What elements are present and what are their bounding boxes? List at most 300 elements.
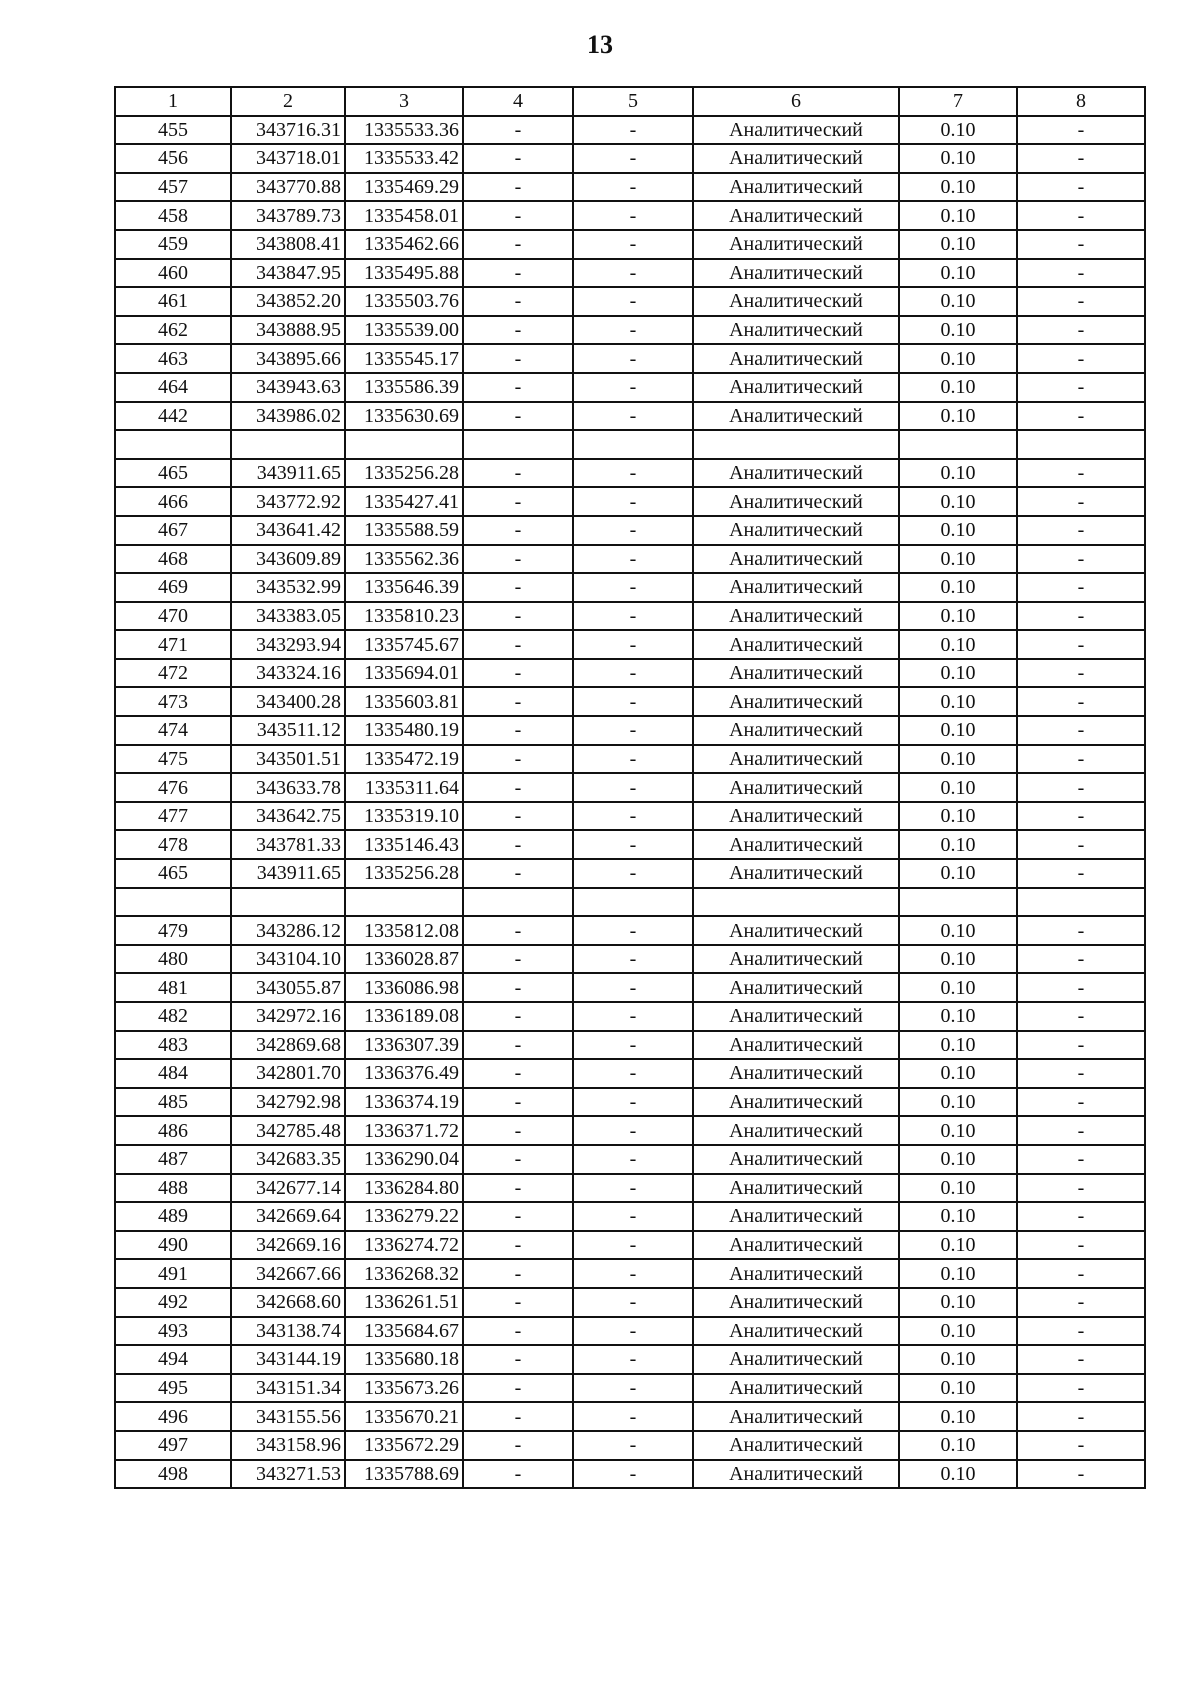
accuracy-cell: 0.10 bbox=[899, 259, 1017, 288]
accuracy-cell: 0.10 bbox=[899, 1031, 1017, 1060]
method-cell: Аналитический bbox=[693, 116, 899, 145]
accuracy-cell: 0.10 bbox=[899, 287, 1017, 316]
y-coordinate-cell: 1335256.28 bbox=[345, 459, 463, 488]
col8-cell: - bbox=[1017, 516, 1145, 545]
col4-cell: - bbox=[463, 1345, 573, 1374]
col4-cell: - bbox=[463, 859, 573, 888]
y-coordinate-cell: 1335480.19 bbox=[345, 716, 463, 745]
y-coordinate-cell: 1336189.08 bbox=[345, 1002, 463, 1031]
col8-cell: - bbox=[1017, 802, 1145, 831]
col4-cell bbox=[463, 430, 573, 459]
y-coordinate-cell: 1336374.19 bbox=[345, 1088, 463, 1117]
col4-cell: - bbox=[463, 630, 573, 659]
accuracy-cell: 0.10 bbox=[899, 373, 1017, 402]
col5-cell: - bbox=[573, 1231, 693, 1260]
method-cell: Аналитический bbox=[693, 1259, 899, 1288]
method-cell: Аналитический bbox=[693, 545, 899, 574]
col4-cell: - bbox=[463, 945, 573, 974]
accuracy-cell: 0.10 bbox=[899, 1259, 1017, 1288]
table-row bbox=[115, 173, 1145, 202]
method-cell: Аналитический bbox=[693, 259, 899, 288]
accuracy-cell: 0.10 bbox=[899, 802, 1017, 831]
col8-cell: - bbox=[1017, 1202, 1145, 1231]
table-row bbox=[115, 859, 1145, 888]
table-row bbox=[115, 659, 1145, 688]
x-coordinate-cell: 342869.68 bbox=[231, 1031, 345, 1060]
y-coordinate-cell bbox=[345, 430, 463, 459]
col8-cell: - bbox=[1017, 830, 1145, 859]
accuracy-cell: 0.10 bbox=[899, 116, 1017, 145]
x-coordinate-cell: 343138.74 bbox=[231, 1317, 345, 1346]
table-row bbox=[115, 1317, 1145, 1346]
table-row bbox=[115, 1116, 1145, 1145]
y-coordinate-cell: 1335458.01 bbox=[345, 201, 463, 230]
col4-cell: - bbox=[463, 173, 573, 202]
table-row bbox=[115, 916, 1145, 945]
col8-cell: - bbox=[1017, 573, 1145, 602]
x-coordinate-cell: 343789.73 bbox=[231, 201, 345, 230]
accuracy-cell: 0.10 bbox=[899, 201, 1017, 230]
point-number-cell: 463 bbox=[115, 344, 231, 373]
method-cell bbox=[693, 430, 899, 459]
col5-cell: - bbox=[573, 1145, 693, 1174]
table-row bbox=[115, 316, 1145, 345]
col8-cell: - bbox=[1017, 916, 1145, 945]
method-cell: Аналитический bbox=[693, 201, 899, 230]
accuracy-cell bbox=[899, 888, 1017, 917]
method-cell: Аналитический bbox=[693, 687, 899, 716]
col5-cell: - bbox=[573, 201, 693, 230]
accuracy-cell: 0.10 bbox=[899, 1088, 1017, 1117]
x-coordinate-cell: 343501.51 bbox=[231, 745, 345, 774]
method-cell: Аналитический bbox=[693, 1174, 899, 1203]
x-coordinate-cell: 342972.16 bbox=[231, 1002, 345, 1031]
accuracy-cell: 0.10 bbox=[899, 602, 1017, 631]
col4-cell: - bbox=[463, 373, 573, 402]
col4-cell: - bbox=[463, 973, 573, 1002]
point-number-cell: 457 bbox=[115, 173, 231, 202]
x-coordinate-cell: 343532.99 bbox=[231, 573, 345, 602]
col4-cell: - bbox=[463, 1402, 573, 1431]
col8-cell: - bbox=[1017, 259, 1145, 288]
col4-cell: - bbox=[463, 1174, 573, 1203]
point-number-cell: 481 bbox=[115, 973, 231, 1002]
col8-cell: - bbox=[1017, 1231, 1145, 1260]
col5-cell bbox=[573, 430, 693, 459]
point-number-cell: 493 bbox=[115, 1317, 231, 1346]
table-row bbox=[115, 516, 1145, 545]
accuracy-cell: 0.10 bbox=[899, 1402, 1017, 1431]
x-coordinate-cell: 343511.12 bbox=[231, 716, 345, 745]
col4-cell: - bbox=[463, 1374, 573, 1403]
col5-cell: - bbox=[573, 773, 693, 802]
table-row bbox=[115, 1145, 1145, 1174]
col4-cell: - bbox=[463, 1288, 573, 1317]
table-row bbox=[115, 1088, 1145, 1117]
y-coordinate-cell: 1335539.00 bbox=[345, 316, 463, 345]
point-number-cell: 471 bbox=[115, 630, 231, 659]
table-row bbox=[115, 1059, 1145, 1088]
col8-cell: - bbox=[1017, 459, 1145, 488]
y-coordinate-cell: 1336261.51 bbox=[345, 1288, 463, 1317]
table-row bbox=[115, 573, 1145, 602]
table-row bbox=[115, 287, 1145, 316]
point-number-cell: 485 bbox=[115, 1088, 231, 1117]
accuracy-cell: 0.10 bbox=[899, 973, 1017, 1002]
table-row bbox=[115, 1402, 1145, 1431]
method-cell: Аналитический bbox=[693, 745, 899, 774]
table-row bbox=[115, 716, 1145, 745]
col4-cell: - bbox=[463, 545, 573, 574]
point-number-cell: 498 bbox=[115, 1460, 231, 1489]
accuracy-cell: 0.10 bbox=[899, 1116, 1017, 1145]
y-coordinate-cell: 1336290.04 bbox=[345, 1145, 463, 1174]
y-coordinate-cell: 1335646.39 bbox=[345, 573, 463, 602]
method-cell: Аналитический bbox=[693, 716, 899, 745]
col5-cell: - bbox=[573, 573, 693, 602]
x-coordinate-cell: 343144.19 bbox=[231, 1345, 345, 1374]
method-cell: Аналитический bbox=[693, 945, 899, 974]
x-coordinate-cell: 342669.64 bbox=[231, 1202, 345, 1231]
method-cell: Аналитический bbox=[693, 802, 899, 831]
x-coordinate-cell: 343888.95 bbox=[231, 316, 345, 345]
col5-cell: - bbox=[573, 1116, 693, 1145]
accuracy-cell: 0.10 bbox=[899, 830, 1017, 859]
col8-cell: - bbox=[1017, 1374, 1145, 1403]
point-number-cell: 491 bbox=[115, 1259, 231, 1288]
col5-cell: - bbox=[573, 630, 693, 659]
table-row bbox=[115, 1374, 1145, 1403]
col5-cell: - bbox=[573, 459, 693, 488]
col5-cell: - bbox=[573, 344, 693, 373]
x-coordinate-cell: 342677.14 bbox=[231, 1174, 345, 1203]
table-row bbox=[115, 1231, 1145, 1260]
point-number-cell: 484 bbox=[115, 1059, 231, 1088]
accuracy-cell: 0.10 bbox=[899, 173, 1017, 202]
point-number-cell: 459 bbox=[115, 230, 231, 259]
col8-cell bbox=[1017, 888, 1145, 917]
accuracy-cell bbox=[899, 430, 1017, 459]
col4-cell: - bbox=[463, 1231, 573, 1260]
x-coordinate-cell: 343986.02 bbox=[231, 402, 345, 431]
col8-cell: - bbox=[1017, 745, 1145, 774]
table-row bbox=[115, 773, 1145, 802]
method-cell: Аналитический bbox=[693, 602, 899, 631]
col8-cell: - bbox=[1017, 773, 1145, 802]
col4-cell: - bbox=[463, 1431, 573, 1460]
col8-cell: - bbox=[1017, 659, 1145, 688]
col8-cell: - bbox=[1017, 1460, 1145, 1489]
point-number-cell: 455 bbox=[115, 116, 231, 145]
col8-cell: - bbox=[1017, 545, 1145, 574]
col8-cell: - bbox=[1017, 487, 1145, 516]
y-coordinate-cell: 1336268.32 bbox=[345, 1259, 463, 1288]
col5-cell: - bbox=[573, 1317, 693, 1346]
col5-cell: - bbox=[573, 916, 693, 945]
method-cell: Аналитический bbox=[693, 830, 899, 859]
y-coordinate-cell: 1335146.43 bbox=[345, 830, 463, 859]
table-row bbox=[115, 973, 1145, 1002]
col4-cell: - bbox=[463, 659, 573, 688]
accuracy-cell: 0.10 bbox=[899, 230, 1017, 259]
point-number-cell: 479 bbox=[115, 916, 231, 945]
col5-cell: - bbox=[573, 373, 693, 402]
point-number-cell: 467 bbox=[115, 516, 231, 545]
col4-cell: - bbox=[463, 1088, 573, 1117]
col8-cell: - bbox=[1017, 230, 1145, 259]
table-row bbox=[115, 344, 1145, 373]
col5-cell: - bbox=[573, 545, 693, 574]
table-row bbox=[115, 745, 1145, 774]
col8-cell: - bbox=[1017, 1317, 1145, 1346]
col5-cell: - bbox=[573, 1460, 693, 1489]
col8-cell: - bbox=[1017, 687, 1145, 716]
accuracy-cell: 0.10 bbox=[899, 1345, 1017, 1374]
col4-cell: - bbox=[463, 745, 573, 774]
header-row bbox=[115, 87, 1145, 116]
accuracy-cell: 0.10 bbox=[899, 859, 1017, 888]
point-number-cell: 478 bbox=[115, 830, 231, 859]
col5-cell: - bbox=[573, 1031, 693, 1060]
x-coordinate-cell: 343895.66 bbox=[231, 344, 345, 373]
x-coordinate-cell: 343286.12 bbox=[231, 916, 345, 945]
y-coordinate-cell: 1335812.08 bbox=[345, 916, 463, 945]
col8-cell: - bbox=[1017, 1031, 1145, 1060]
col5-cell: - bbox=[573, 173, 693, 202]
col8-cell: - bbox=[1017, 173, 1145, 202]
accuracy-cell: 0.10 bbox=[899, 402, 1017, 431]
y-coordinate-cell: 1336086.98 bbox=[345, 973, 463, 1002]
accuracy-cell: 0.10 bbox=[899, 1231, 1017, 1260]
table-row bbox=[115, 630, 1145, 659]
x-coordinate-cell: 342792.98 bbox=[231, 1088, 345, 1117]
y-coordinate-cell bbox=[345, 888, 463, 917]
x-coordinate-cell: 342785.48 bbox=[231, 1116, 345, 1145]
table-row bbox=[115, 259, 1145, 288]
method-cell: Аналитический bbox=[693, 402, 899, 431]
accuracy-cell: 0.10 bbox=[899, 144, 1017, 173]
y-coordinate-cell: 1335545.17 bbox=[345, 344, 463, 373]
y-coordinate-cell: 1335562.36 bbox=[345, 545, 463, 574]
col8-cell: - bbox=[1017, 116, 1145, 145]
method-cell: Аналитический bbox=[693, 1374, 899, 1403]
col4-cell: - bbox=[463, 1002, 573, 1031]
method-cell: Аналитический bbox=[693, 1059, 899, 1088]
col4-cell: - bbox=[463, 402, 573, 431]
point-number-cell: 488 bbox=[115, 1174, 231, 1203]
x-coordinate-cell: 343808.41 bbox=[231, 230, 345, 259]
accuracy-cell: 0.10 bbox=[899, 1174, 1017, 1203]
col4-cell: - bbox=[463, 201, 573, 230]
accuracy-cell: 0.10 bbox=[899, 516, 1017, 545]
y-coordinate-cell: 1336279.22 bbox=[345, 1202, 463, 1231]
x-coordinate-cell: 343383.05 bbox=[231, 602, 345, 631]
point-number-cell: 486 bbox=[115, 1116, 231, 1145]
method-cell: Аналитический bbox=[693, 1317, 899, 1346]
col4-cell: - bbox=[463, 259, 573, 288]
method-cell: Аналитический bbox=[693, 973, 899, 1002]
col8-cell: - bbox=[1017, 1088, 1145, 1117]
header-cell: 1 bbox=[115, 87, 231, 116]
accuracy-cell: 0.10 bbox=[899, 1288, 1017, 1317]
x-coordinate-cell: 343718.01 bbox=[231, 144, 345, 173]
col4-cell: - bbox=[463, 716, 573, 745]
point-number-cell: 497 bbox=[115, 1431, 231, 1460]
col8-cell: - bbox=[1017, 973, 1145, 1002]
accuracy-cell: 0.10 bbox=[899, 630, 1017, 659]
col8-cell: - bbox=[1017, 316, 1145, 345]
table-row bbox=[115, 459, 1145, 488]
method-cell: Аналитический bbox=[693, 459, 899, 488]
col4-cell: - bbox=[463, 487, 573, 516]
col5-cell: - bbox=[573, 259, 693, 288]
method-cell: Аналитический bbox=[693, 1460, 899, 1489]
accuracy-cell: 0.10 bbox=[899, 1374, 1017, 1403]
table-row bbox=[115, 430, 1145, 459]
point-number-cell: 492 bbox=[115, 1288, 231, 1317]
point-number-cell: 462 bbox=[115, 316, 231, 345]
table-row bbox=[115, 201, 1145, 230]
accuracy-cell: 0.10 bbox=[899, 773, 1017, 802]
point-number-cell: 489 bbox=[115, 1202, 231, 1231]
col5-cell: - bbox=[573, 1174, 693, 1203]
method-cell: Аналитический bbox=[693, 1002, 899, 1031]
point-number-cell: 456 bbox=[115, 144, 231, 173]
point-number-cell: 480 bbox=[115, 945, 231, 974]
col4-cell: - bbox=[463, 344, 573, 373]
col5-cell: - bbox=[573, 116, 693, 145]
table-row bbox=[115, 1345, 1145, 1374]
col5-cell: - bbox=[573, 1345, 693, 1374]
method-cell bbox=[693, 888, 899, 917]
accuracy-cell: 0.10 bbox=[899, 316, 1017, 345]
y-coordinate-cell: 1336371.72 bbox=[345, 1116, 463, 1145]
col4-cell: - bbox=[463, 1145, 573, 1174]
header-cell: 2 bbox=[231, 87, 345, 116]
y-coordinate-cell: 1335788.69 bbox=[345, 1460, 463, 1489]
method-cell: Аналитический bbox=[693, 487, 899, 516]
x-coordinate-cell: 343641.42 bbox=[231, 516, 345, 545]
col8-cell bbox=[1017, 430, 1145, 459]
method-cell: Аналитический bbox=[693, 659, 899, 688]
x-coordinate-cell: 343772.92 bbox=[231, 487, 345, 516]
method-cell: Аналитический bbox=[693, 230, 899, 259]
method-cell: Аналитический bbox=[693, 630, 899, 659]
table-row bbox=[115, 1202, 1145, 1231]
point-number-cell: 475 bbox=[115, 745, 231, 774]
col5-cell: - bbox=[573, 659, 693, 688]
x-coordinate-cell: 343847.95 bbox=[231, 259, 345, 288]
col8-cell: - bbox=[1017, 144, 1145, 173]
table-row bbox=[115, 1431, 1145, 1460]
y-coordinate-cell: 1335533.36 bbox=[345, 116, 463, 145]
y-coordinate-cell: 1335745.67 bbox=[345, 630, 463, 659]
accuracy-cell: 0.10 bbox=[899, 1202, 1017, 1231]
table-row bbox=[115, 1460, 1145, 1489]
col5-cell: - bbox=[573, 830, 693, 859]
x-coordinate-cell: 343633.78 bbox=[231, 773, 345, 802]
col5-cell: - bbox=[573, 716, 693, 745]
method-cell: Аналитический bbox=[693, 859, 899, 888]
y-coordinate-cell: 1335462.66 bbox=[345, 230, 463, 259]
point-number-cell: 470 bbox=[115, 602, 231, 631]
point-number-cell: 464 bbox=[115, 373, 231, 402]
y-coordinate-cell: 1335469.29 bbox=[345, 173, 463, 202]
point-number-cell bbox=[115, 888, 231, 917]
y-coordinate-cell: 1335670.21 bbox=[345, 1402, 463, 1431]
col8-cell: - bbox=[1017, 630, 1145, 659]
y-coordinate-cell: 1335311.64 bbox=[345, 773, 463, 802]
col5-cell: - bbox=[573, 1202, 693, 1231]
y-coordinate-cell: 1335319.10 bbox=[345, 802, 463, 831]
y-coordinate-cell: 1336376.49 bbox=[345, 1059, 463, 1088]
x-coordinate-cell: 343324.16 bbox=[231, 659, 345, 688]
point-number-cell: 466 bbox=[115, 487, 231, 516]
table-row bbox=[115, 1259, 1145, 1288]
table-row bbox=[115, 888, 1145, 917]
col8-cell: - bbox=[1017, 1145, 1145, 1174]
accuracy-cell: 0.10 bbox=[899, 659, 1017, 688]
col5-cell: - bbox=[573, 945, 693, 974]
col4-cell: - bbox=[463, 1460, 573, 1489]
y-coordinate-cell: 1335472.19 bbox=[345, 745, 463, 774]
y-coordinate-cell: 1335533.42 bbox=[345, 144, 463, 173]
accuracy-cell: 0.10 bbox=[899, 1431, 1017, 1460]
method-cell: Аналитический bbox=[693, 1031, 899, 1060]
method-cell: Аналитический bbox=[693, 773, 899, 802]
table-header bbox=[115, 87, 1145, 116]
col5-cell: - bbox=[573, 1002, 693, 1031]
col8-cell: - bbox=[1017, 602, 1145, 631]
x-coordinate-cell: 343609.89 bbox=[231, 545, 345, 574]
point-number-cell: 487 bbox=[115, 1145, 231, 1174]
col4-cell: - bbox=[463, 1031, 573, 1060]
y-coordinate-cell: 1335603.81 bbox=[345, 687, 463, 716]
col8-cell: - bbox=[1017, 1174, 1145, 1203]
table-row bbox=[115, 144, 1145, 173]
method-cell: Аналитический bbox=[693, 144, 899, 173]
y-coordinate-cell: 1336028.87 bbox=[345, 945, 463, 974]
x-coordinate-cell: 343943.63 bbox=[231, 373, 345, 402]
point-number-cell: 496 bbox=[115, 1402, 231, 1431]
table-row bbox=[115, 1174, 1145, 1203]
table-row bbox=[115, 116, 1145, 145]
col4-cell: - bbox=[463, 773, 573, 802]
y-coordinate-cell: 1336307.39 bbox=[345, 1031, 463, 1060]
col8-cell: - bbox=[1017, 344, 1145, 373]
point-number-cell: 465 bbox=[115, 459, 231, 488]
col5-cell: - bbox=[573, 144, 693, 173]
col5-cell: - bbox=[573, 1431, 693, 1460]
point-number-cell: 472 bbox=[115, 659, 231, 688]
col8-cell: - bbox=[1017, 373, 1145, 402]
method-cell: Аналитический bbox=[693, 373, 899, 402]
point-number-cell: 476 bbox=[115, 773, 231, 802]
point-number-cell: 495 bbox=[115, 1374, 231, 1403]
col5-cell: - bbox=[573, 745, 693, 774]
table-row bbox=[115, 1288, 1145, 1317]
method-cell: Аналитический bbox=[693, 1231, 899, 1260]
accuracy-cell: 0.10 bbox=[899, 745, 1017, 774]
method-cell: Аналитический bbox=[693, 1116, 899, 1145]
y-coordinate-cell: 1335672.29 bbox=[345, 1431, 463, 1460]
coordinates-table bbox=[114, 86, 1146, 1489]
x-coordinate-cell: 343716.31 bbox=[231, 116, 345, 145]
table-row bbox=[115, 402, 1145, 431]
col8-cell: - bbox=[1017, 716, 1145, 745]
col4-cell: - bbox=[463, 1202, 573, 1231]
x-coordinate-cell: 342667.66 bbox=[231, 1259, 345, 1288]
